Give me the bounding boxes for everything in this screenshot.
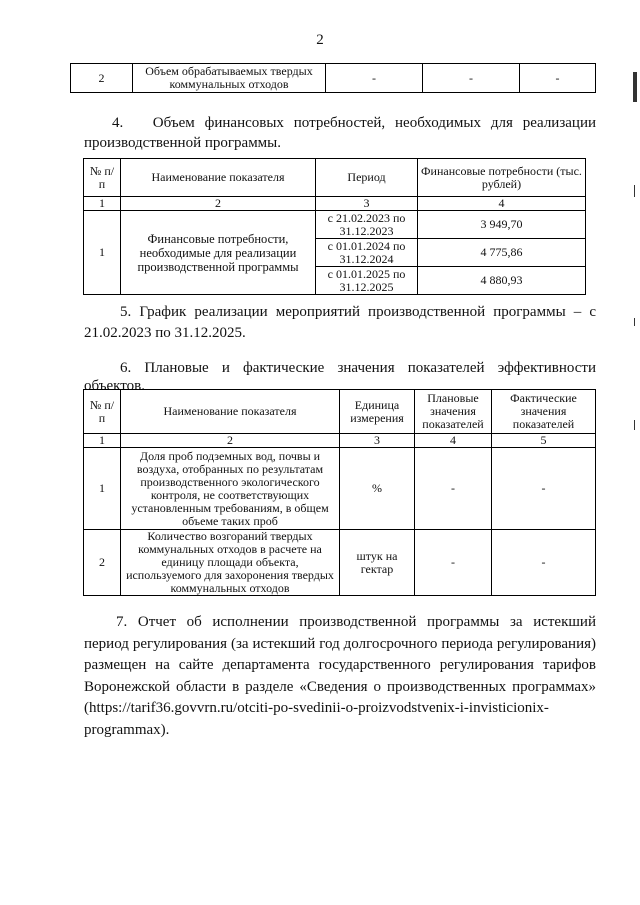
period-cell: с 01.01.2024 по 31.12.2024 bbox=[316, 239, 418, 267]
finance-value: 4 775,86 bbox=[418, 239, 586, 267]
table-row bbox=[71, 64, 596, 93]
table-colnum-row bbox=[84, 197, 586, 211]
finance-table bbox=[83, 158, 586, 295]
finance-value: 4 880,93 bbox=[418, 267, 586, 295]
finance-value: 3 949,70 bbox=[418, 211, 586, 239]
indicator-name: Доля проб подземных вод, почвы и воздуха, отобранных по результатам производственного экологического контроля, не соответствующих установленным требованиям, в общем объеме таких проб bbox=[121, 448, 340, 530]
row-number: 2 bbox=[84, 530, 121, 596]
section-4-text: Объем финансовых потребностей, необходимых для реализации bbox=[152, 115, 597, 131]
unit-cell: штук на гектар bbox=[340, 530, 415, 596]
col-header-plan: Плановые значения показателей bbox=[415, 390, 492, 434]
indicator-name: Финансовые потребности, необходимые для реализации производственной программы bbox=[121, 211, 316, 295]
efficiency-table bbox=[83, 389, 596, 596]
plan-value: - bbox=[415, 530, 492, 596]
col-number: 4 bbox=[418, 197, 586, 211]
col-number: 1 bbox=[84, 197, 121, 211]
col-number: 3 bbox=[340, 434, 415, 448]
col-number: 2 bbox=[121, 197, 316, 211]
col-header-finance: Финансовые потребности (тыс. рублей) bbox=[418, 159, 586, 197]
table-colnum-row bbox=[84, 434, 596, 448]
scan-artifact bbox=[634, 420, 635, 430]
col-header-fact: Фактические значения показателей bbox=[492, 390, 596, 434]
table-row bbox=[84, 211, 586, 239]
col-number: 5 bbox=[492, 434, 596, 448]
cell-value: - bbox=[520, 64, 596, 93]
scan-artifact bbox=[634, 185, 635, 197]
plan-value: - bbox=[415, 448, 492, 530]
col-header-num: № п/п bbox=[84, 390, 121, 434]
col-header-name: Наименование показателя bbox=[121, 390, 340, 434]
page-number: 2 bbox=[316, 32, 324, 48]
table-header-row bbox=[84, 390, 596, 434]
scan-artifact bbox=[634, 318, 635, 326]
fact-value: - bbox=[492, 530, 596, 596]
col-number: 3 bbox=[316, 197, 418, 211]
table-header-row bbox=[84, 159, 586, 197]
section-5-line1: 5. График реализации мероприятий производственной программы – с bbox=[120, 304, 596, 320]
cell-value: - bbox=[423, 64, 520, 93]
scan-artifact bbox=[633, 72, 637, 102]
section-4-line2: производственной программы. bbox=[84, 135, 282, 151]
table-row bbox=[84, 530, 596, 596]
col-number: 4 bbox=[415, 434, 492, 448]
col-header-period: Период bbox=[316, 159, 418, 197]
table-continuation bbox=[70, 63, 596, 93]
col-number: 1 bbox=[84, 434, 121, 448]
col-header-unit: Единица измерения bbox=[340, 390, 415, 434]
col-number: 2 bbox=[121, 434, 340, 448]
section-7-paragraph: 7. Отчет об исполнении производственной программы за истекший период регулирования (за истекший год долгосрочного периода регулирования) размещен на сайте департамента государственного регулирования тарифов Воронежской области в разделе «Сведения о производственных программах» (https://tarif36.govvrn.ru/otciti-po-svedinii-o-proizvodstvenix-i-invisticionix-programmax). bbox=[84, 614, 596, 738]
row-number: 2 bbox=[71, 64, 133, 93]
cell-value: - bbox=[326, 64, 423, 93]
row-number: 1 bbox=[84, 211, 121, 295]
indicator-name: Количество возгораний твердых коммунальных отходов в расчете на единицу площади объекта, используемого для захоронения твердых коммунальных отходов bbox=[121, 530, 340, 596]
section-4-number: 4. bbox=[112, 115, 124, 131]
period-cell: с 01.01.2025 по 31.12.2025 bbox=[316, 267, 418, 295]
col-header-name: Наименование показателя bbox=[121, 159, 316, 197]
section-5-line2: 21.02.2023 по 31.12.2025. bbox=[84, 325, 246, 341]
indicator-name: Объем обрабатываемых твердых коммунальных отходов bbox=[133, 64, 326, 93]
period-cell: с 21.02.2023 по 31.12.2023 bbox=[316, 211, 418, 239]
section-6-line1: 6. Плановые и фактические значения показателей эффективности bbox=[120, 360, 596, 376]
fact-value: - bbox=[492, 448, 596, 530]
section-6-line2: объектов. bbox=[84, 378, 145, 394]
unit-cell: % bbox=[340, 448, 415, 530]
table-row bbox=[84, 448, 596, 530]
section-4-line1 bbox=[112, 113, 596, 133]
col-header-num: № п/п bbox=[84, 159, 121, 197]
row-number: 1 bbox=[84, 448, 121, 530]
